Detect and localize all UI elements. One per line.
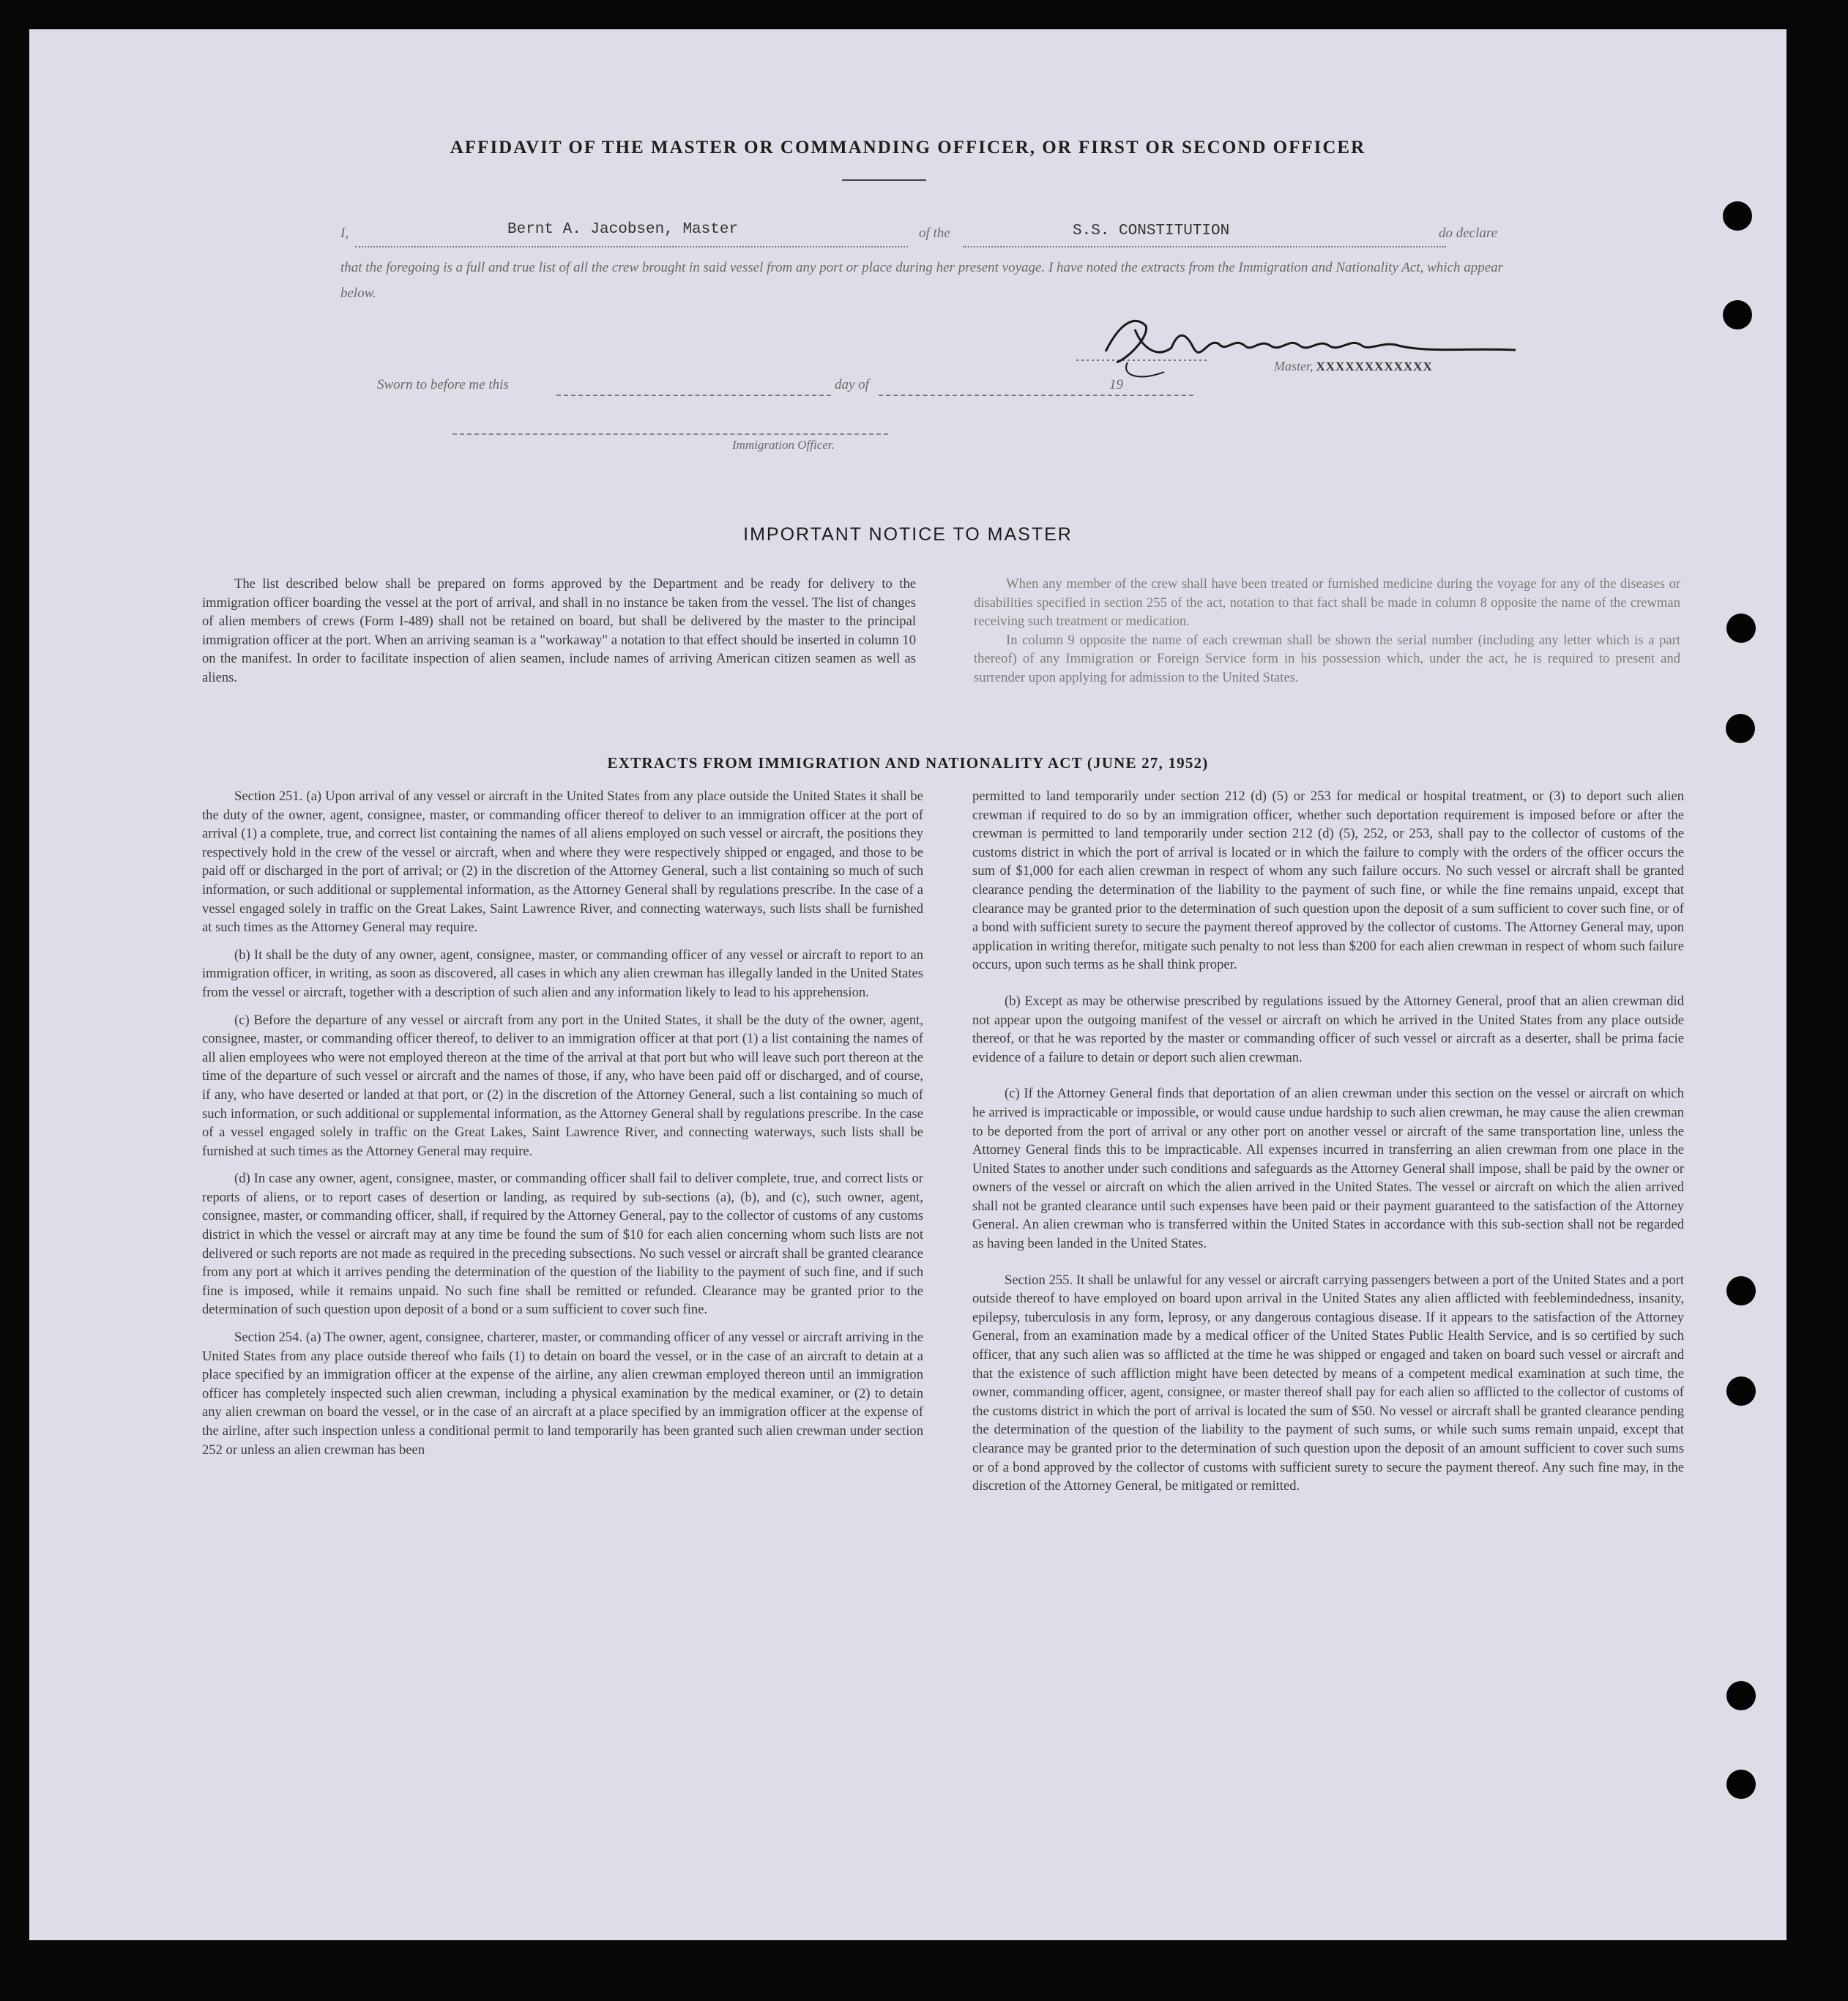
extracts-right-column xyxy=(972,787,1684,1496)
section-254-a-cont: permitted to land temporarily under section 212 (d) (5) or 253 for medical or hospital treatment, or (3) to deport such alien crewman if required to do so by an immigration officer, whether such deportation requirement is imposed before or after the crewman is permitted to land temporarily under section 212 (d) (5), 252, or 253, shall pay to the collector of customs of the customs district in which the port of arrival is located or in which the failure to comply with the orders of the officer occurs the sum of $1,000 for each alien crewman in respect of whom any such failure occurs. No such vessel or aircraft shall be granted clearance pending the determination of the liability to the payment of such fine, or while the fine remains unpaid, except that clearance may be granted prior to the determination of such question upon the deposit of a sum sufficient to cover such fine, or of a bond with sufficient surety to secure the payment thereof approved by the collector of customs. The Attorney General may, upon application in writing therefor, mitigate such penalty to not less than $200 for each alien crewman in respect of whom such failure occurs, upon such terms as he shall think proper. xyxy=(972,789,1684,973)
do-declare-label: do declare xyxy=(1439,226,1498,241)
notice-title: IMPORTANT NOTICE TO MASTER xyxy=(743,524,1073,545)
extracts-left-column xyxy=(202,787,923,1459)
extracts-title: EXTRACTS FROM IMMIGRATION AND NATIONALITY ACT (JUNE 27, 1952) xyxy=(607,754,1209,772)
declaration-line xyxy=(340,221,1505,247)
title-underline xyxy=(842,179,926,181)
section-251-c: (c) Before the departure of any vessel or aircraft from any port in the United States, it shall be the duty of the owner, agent, consignee, master, or commanding officer thereof, to deliver to an immigration officer at that port (1) a list containing the names of all alien employees who were not employed thereon at the time of the arrival at that port but who will leave such port thereon at the time of the departure of such vessel or aircraft and the names of those, if any, who have been paid off or discharged, and of course, if any, who have deserted or landed at that port, or (2) in the discretion of the Attorney General, such a list containing so much of such information, or such additional or supplemental information, as the Attorney General shall by regulations prescribe. In the case of a vessel engaged solely in traffic on the Great Lakes, Saint Lawrence River, and connecting waterways, such lists shall be furnished at such times as the Attorney General may require. xyxy=(202,1012,923,1159)
binder-hole xyxy=(1726,1376,1756,1406)
i-label: I, xyxy=(340,226,349,241)
of-the-label: of the xyxy=(919,226,950,241)
binder-hole xyxy=(1723,300,1752,329)
master-label: Master, xyxy=(1274,359,1314,373)
notice-paragraph: In column 9 opposite the name of each crewman shall be shown the serial number (including any letter which is a part thereof) of any Immigration or Foreign Service form in his possession which, under the act, he is required to present and surrender upon applying for admission to the United States. xyxy=(974,632,1680,685)
binder-hole xyxy=(1726,1681,1756,1710)
sworn-month-line xyxy=(879,377,1193,396)
sworn-date-line xyxy=(556,377,831,396)
section-254-a: Section 254. (a) The owner, agent, consignee, charterer, master, or commanding officer of any vessel or aircraft arriving in the United States from any place outside thereof who fails (1) to detain on board the vessel, or in the case of an aircraft to detain at a place specified by an immigration officer at the expense of the airline, any alien crewman employed thereon until an immigration officer has completely inspected such alien crewman, including a physical examination by the medical examiner, or (2) to detain any alien crewman on board the vessel, or in the case of an aircraft at a place specified by an immigration officer at the expense of the airline, after such inspection unless a conditional permit to land temporarily has been granted such alien crewman under section 252 or unless an alien crewman has been xyxy=(202,1330,923,1458)
sworn-label: Sworn to before me this xyxy=(377,377,509,392)
section-254-b: (b) Except as may be otherwise prescribed by regulations issued by the Attorney General, proof that an alien crewman did not appear upon the outgoing manifest of the vessel or aircraft on which he arrived in the United States from any place outside thereof, or that he was reported by the master or commanding officer of such vessel or aircraft as a deserter, shall be prima facie evidence of a failure to detain or deport such alien crewman. xyxy=(972,993,1684,1065)
sworn-line xyxy=(377,377,1197,399)
officer-signature-line xyxy=(452,433,888,435)
binder-hole xyxy=(1726,1770,1756,1799)
binder-hole xyxy=(1723,201,1752,231)
struck-title: XXXXXXXXXXXX xyxy=(1316,359,1433,373)
document-page xyxy=(29,29,1786,1940)
notice-paragraph: The list described below shall be prepared on forms approved by the Department and be ready for delivery to the immigration officer boarding the vessel at the port of arrival, and shall in no instance be taken from the vessel. The list of changes of alien members of crews (Form I-489) shall not be retained on board, but shall be delivered by the master to the principal immigration officer at the port. When an arriving seaman is a "workaway" a notation to that effect should be inserted in column 10 on the manifest. In order to facilitate inspection of alien seamen, include names of arriving American citizen seamen as well as aliens. xyxy=(202,576,916,685)
declaration-text: that the foregoing is a full and true list of all the crew brought in said vessel from any port or place during her present voyage. I have noted the extracts from the Immigration and Nationality Act, which appear below. xyxy=(340,260,1504,301)
section-254-c: (c) If the Attorney General finds that deportation of an alien crewman under this section on the vessel or aircraft on which he arrived is impracticable or impossible, or would cause undue hardship to such alien crewman, he may cause the alien crewman to be deported from the port of arrival or any other port on another vessel or aircraft of the same transportation line, unless the Attorney General finds this to be impracticable. All expenses incurred in transferring an alien crewman from one place in the United States to another under such conditions and safeguards as the Attorney General shall impose, shall be paid by the owner or owners of the vessel or aircraft on which the alien arrived in the United States. The vessel or aircraft on which the alien arrived shall not be granted clearance until such expenses have been paid or their payment guaranteed to the satisfaction of the Attorney General. An alien crewman who is transferred within the United States in accordance with this sub-section shall not be regarded as having been landed in the United States. xyxy=(972,1086,1684,1252)
master-signature xyxy=(1076,308,1530,388)
master-title-line xyxy=(1274,359,1433,374)
section-255: Section 255. It shall be unlawful for any vessel or aircraft carrying passengers between a port of the United States and a port outside thereof to have employed on board upon arrival in the United States any alien afflicted with feeblemindedness, insanity, epilepsy, tuberculosis in any form, leprosy, or any dangerous contagious disease. If it appears to the satisfaction of the Attorney General, from an examination made by a medical officer of the United States Public Health Service, and is so certified by such officer, that any such alien was so afflicted at the time he was shipped or engaged and taken on board such vessel or aircraft and that the existence of such affliction might have been detected by means of a competent medical examination at such time, the owner, commanding officer, agent, consignee, or master thereof shall pay for each alien so afflicted to the collector of customs of the customs district in which the port of arrival is located the sum of $50. No vessel or aircraft shall be granted clearance pending the determination of the question of the liability to the payment of such sums, or while such sums remain unpaid, except that clearance may be granted prior to the determination of such question upon the deposit of an amount sufficient to cover such sums or of a bond approved by the collector of customs with sufficient surety to secure the payment thereof. Any such fine may, in the discretion of the Attorney General, be mitigated or remitted. xyxy=(972,1272,1684,1494)
master-name-field: Bernt A. Jacobsen, Master xyxy=(507,221,739,238)
officer-caption: Immigration Officer. xyxy=(732,438,835,452)
binder-hole xyxy=(1726,614,1756,643)
section-251-b: (b) It shall be the duty of any owner, agent, consignee, master, or commanding officer of any vessel or aircraft to report to an immigration officer, in writing, as soon as discovered, all cases in which any alien crewman has illegally landed in the United States from the vessel or aircraft, together with a description of such alien and any information likely to lead to his apprehension. xyxy=(202,947,923,1000)
binder-hole xyxy=(1726,714,1755,743)
vessel-name-field: S.S. CONSTITUTION xyxy=(1073,223,1230,239)
section-251-d: (d) In case any owner, agent, consignee, master, or commanding officer shall fail to deliver complete, true, and correct lists or reports of aliens, or to report cases of desertion or landing, as required by sub-sections (a), (b), and (c), such owner, agent, consignee, master, or commanding officer, shall, if required by the Attorney General, pay to the collector of customs of any customs district in which the vessel or aircraft may at any time be found the sum of $10 for each alien concerning whom such lists are not delivered or such reports are not made as required in the preceding subsections. No such vessel or aircraft shall be granted clearance from any port at which it arrives pending the determination of the question of the liability to the payment of such fine, and if such fine is imposed, while it remains unpaid. No such fine shall be remitted or refunded. Clearance may be granted prior to the determination of such question upon deposit of a bond or a sum sufficient to cover such fine. xyxy=(202,1171,923,1318)
notice-right-column xyxy=(974,575,1680,688)
day-of-label: day of xyxy=(835,377,869,392)
section-251-a: Section 251. (a) Upon arrival of any vessel or aircraft in the United States from any place outside the United States it shall be the duty of the owner, agent, consignee, master, or commanding officer thereof to deliver to an immigration officer at the port of arrival (1) a complete, true, and correct list containing the names of all aliens employed on such vessel or aircraft, the positions they respectively hold in the crew of the vessel or aircraft, when and where they were respectively shipped or engaged, and those to be paid off or discharged in the port of arrival; or (2) in the discretion of the Attorney General, such a list containing so much of such information, or such additional or supplemental information, as the Attorney General shall by regulations prescribe. In the case of a vessel engaged solely in traffic on the Great Lakes, Saint Lawrence River, and connecting waterways, such lists shall be furnished at such times as the Attorney General may require. xyxy=(202,789,923,936)
year-label: 19 xyxy=(1109,377,1123,392)
binder-hole xyxy=(1726,1276,1756,1305)
notice-paragraph: When any member of the crew shall have been treated or furnished medicine during the voyage for any of the diseases or disabilities specified in section 255 of the act, notation to that fact shall be made in column 8 opposite the name of the crewman receiving such treatment or medication. xyxy=(974,576,1680,630)
notice-left-column xyxy=(202,575,916,688)
affidavit-title: AFFIDAVIT OF THE MASTER OR COMMANDING OFFICER, OR FIRST OR SECOND OFFICER xyxy=(450,138,1366,157)
